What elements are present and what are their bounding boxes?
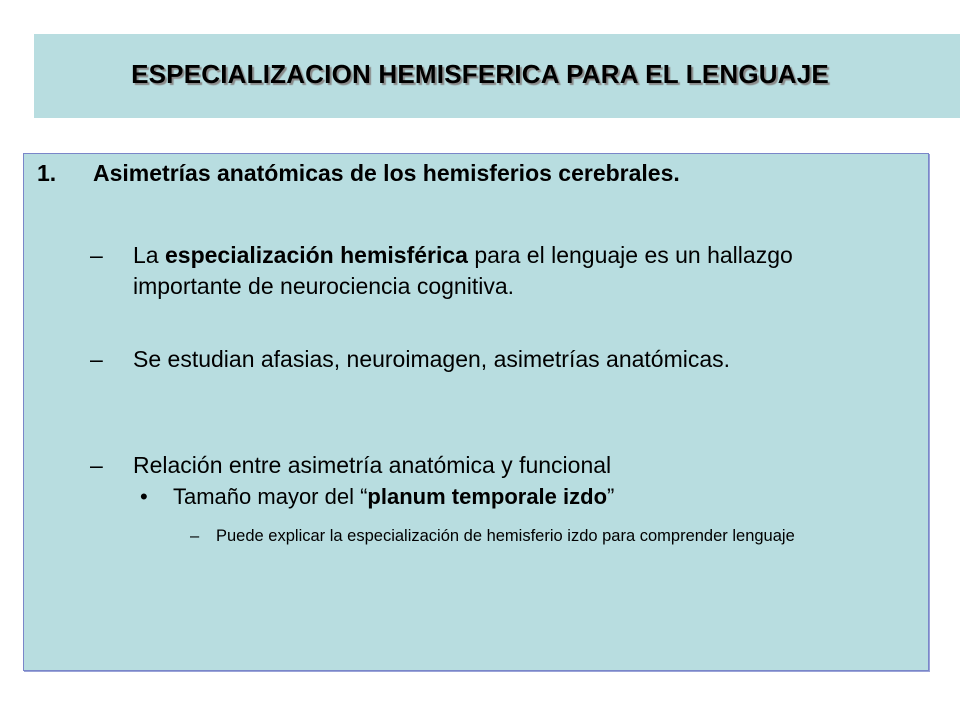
bullet-point-1 — [90, 240, 890, 302]
emphasis-text: especialización hemisférica — [164, 242, 468, 268]
text-run: para el lenguaje es un hallazgo importante de neurociencia cognitiva. — [133, 242, 793, 299]
bullet-point-1-text — [133, 240, 890, 302]
content-panel — [23, 153, 929, 671]
dash-marker: – — [90, 452, 103, 478]
bullet-point-2 — [90, 344, 890, 375]
dash-marker: – — [190, 527, 200, 545]
slide-title: ESPECIALIZACION HEMISFERICA PARA EL LENGUAJE — [131, 59, 829, 89]
section-number: 1. — [37, 160, 57, 186]
bullet-point-3-text: Relación entre asimetría anatómica y funcional — [133, 452, 612, 478]
emphasis-text: planum temporale izdo — [367, 484, 608, 509]
sub-sub-point — [190, 526, 910, 546]
section-heading — [37, 158, 680, 188]
sub-bullet — [140, 482, 614, 512]
text-run: ” — [607, 484, 615, 509]
bullet-point-3 — [90, 450, 890, 481]
bullet-dot: • — [140, 484, 148, 509]
section-heading-text: Asimetrías anatómicas de los hemisferios cerebrales. — [93, 160, 680, 186]
text-run: Tamaño mayor del “ — [173, 484, 368, 509]
dash-marker: – — [90, 346, 103, 372]
sub-sub-point-text: Puede explicar la especialización de hemisferio izdo para comprender lenguaje — [216, 527, 795, 545]
bullet-point-2-text: Se estudian afasias, neuroimagen, asimetrías anatómicas. — [133, 346, 731, 372]
text-run: La — [133, 242, 165, 268]
dash-marker: – — [90, 242, 103, 268]
